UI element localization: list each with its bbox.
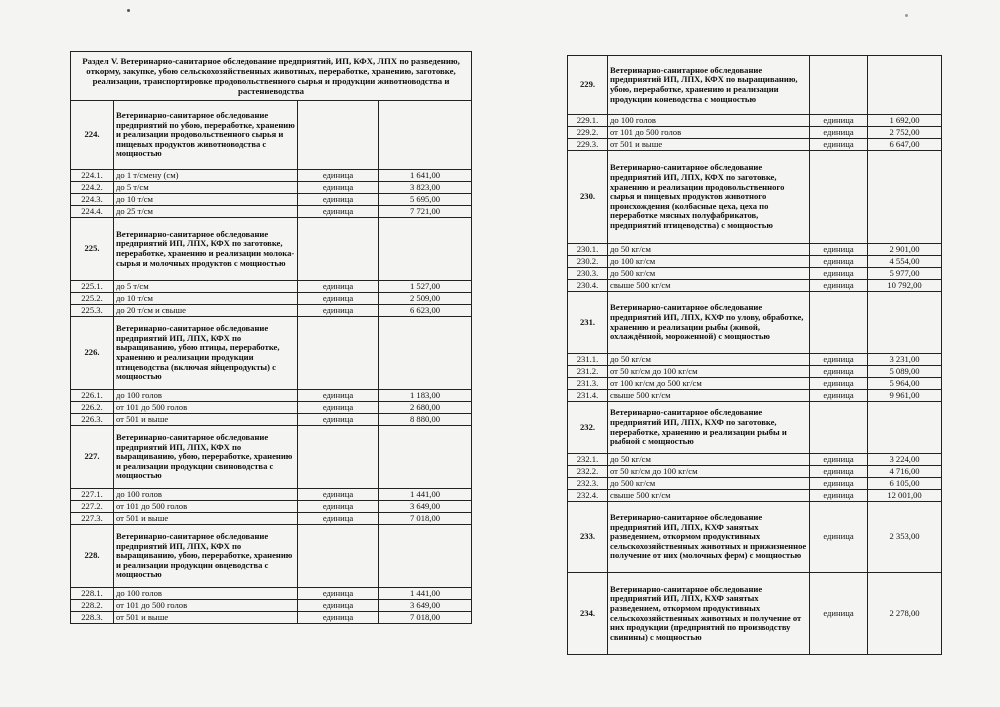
- item-description: свыше 500 кг/см: [608, 390, 810, 402]
- item-number: 234.: [568, 573, 608, 655]
- item-number: 226.2.: [71, 402, 114, 414]
- item-price: 1 692,00: [868, 115, 942, 127]
- item-number: 229.: [568, 56, 608, 115]
- item-description: Ветеринарно-санитарное обследование предприятий ИП, ЛПХ, КФХ по заготовке, переработке, хранению и реализации молока-сырья и молочных продуктов с мощностью: [114, 218, 298, 281]
- table-row: [71, 414, 472, 426]
- table-row: [71, 293, 472, 305]
- item-number: 228.2.: [71, 600, 114, 612]
- item-description: от 101 до 500 голов: [608, 127, 810, 139]
- section-row: [71, 426, 472, 489]
- item-number: 231.3.: [568, 378, 608, 390]
- section-row: [71, 525, 472, 588]
- table-row: [71, 513, 472, 525]
- item-number: 225.2.: [71, 293, 114, 305]
- section-row: [71, 101, 472, 170]
- item-unit: единица: [810, 466, 868, 478]
- table-row: [71, 206, 472, 218]
- item-unit: [810, 56, 868, 115]
- item-description: Ветеринарно-санитарное обследование предприятий по убою, переработке, хранению и реализации продовольственного сырья и пищевых продуктов животноводства с мощностью: [114, 101, 298, 170]
- item-number: 227.: [71, 426, 114, 489]
- item-unit: [298, 101, 379, 170]
- item-number: 230.3.: [568, 268, 608, 280]
- item-description: от 50 кг/см до 100 кг/см: [608, 366, 810, 378]
- item-number: 231.4.: [568, 390, 608, 402]
- right-tariff-table: [567, 55, 942, 655]
- item-description: от 101 до 500 голов: [114, 501, 298, 513]
- item-number: 231.2.: [568, 366, 608, 378]
- item-price: 1 527,00: [379, 281, 472, 293]
- item-unit: единица: [810, 378, 868, 390]
- table-row: [568, 378, 942, 390]
- item-unit: единица: [298, 182, 379, 194]
- item-price: 4 716,00: [868, 466, 942, 478]
- item-description: Ветеринарно-санитарное обследование предприятий ИП, ЛПХ, КФХ по выращиванию, убою, переработке, хранению и реализации продукции коневодства с мощностью: [608, 56, 810, 115]
- item-number: 232.2.: [568, 466, 608, 478]
- table-row: [568, 490, 942, 502]
- item-price: 3 823,00: [379, 182, 472, 194]
- item-price: [868, 151, 942, 244]
- section-row: [568, 502, 942, 573]
- item-price: 4 554,00: [868, 256, 942, 268]
- item-unit: [298, 426, 379, 489]
- item-unit: единица: [810, 366, 868, 378]
- item-unit: единица: [810, 490, 868, 502]
- item-price: [379, 317, 472, 390]
- item-description: до 10 т/см: [114, 293, 298, 305]
- item-number: 226.: [71, 317, 114, 390]
- item-unit: единица: [298, 194, 379, 206]
- item-description: до 50 кг/см: [608, 244, 810, 256]
- item-price: 3 649,00: [379, 600, 472, 612]
- item-number: 230.4.: [568, 280, 608, 292]
- item-description: от 501 и выше: [114, 612, 298, 624]
- item-price: 1 441,00: [379, 588, 472, 600]
- item-number: 224.1.: [71, 170, 114, 182]
- item-price: 3 224,00: [868, 454, 942, 466]
- item-number: 232.4.: [568, 490, 608, 502]
- item-number: 227.3.: [71, 513, 114, 525]
- item-unit: единица: [298, 414, 379, 426]
- table-row: [568, 354, 942, 366]
- table-row: [568, 390, 942, 402]
- item-description: до 50 кг/см: [608, 454, 810, 466]
- item-description: до 500 кг/см: [608, 478, 810, 490]
- item-unit: [298, 218, 379, 281]
- item-price: 12 001,00: [868, 490, 942, 502]
- item-description: Ветеринарно-санитарное обследование предприятий ИП, ЛПХ, КФХ по выращиванию, убою, переработке, хранению и реализации продукции овцеводства с мощностью: [114, 525, 298, 588]
- item-description: от 101 до 500 голов: [114, 402, 298, 414]
- item-price: [868, 292, 942, 354]
- table-row: [71, 600, 472, 612]
- item-number: 227.2.: [71, 501, 114, 513]
- item-price: 9 961,00: [868, 390, 942, 402]
- table-row: [71, 170, 472, 182]
- item-price: [379, 101, 472, 170]
- item-description: от 501 и выше: [114, 414, 298, 426]
- scan-speck: [905, 14, 908, 17]
- item-unit: единица: [810, 115, 868, 127]
- table-row: [568, 280, 942, 292]
- item-price: 2 353,00: [868, 502, 942, 573]
- item-price: 7 721,00: [379, 206, 472, 218]
- item-price: 5 089,00: [868, 366, 942, 378]
- item-unit: единица: [298, 170, 379, 182]
- table-row: [71, 305, 472, 317]
- section-row: [568, 402, 942, 454]
- item-description: до 100 голов: [114, 489, 298, 501]
- item-unit: единица: [298, 390, 379, 402]
- section-row: [568, 56, 942, 115]
- item-description: от 50 кг/см до 100 кг/см: [608, 466, 810, 478]
- item-unit: единица: [810, 256, 868, 268]
- item-number: 226.1.: [71, 390, 114, 402]
- item-number: 224.3.: [71, 194, 114, 206]
- item-description: до 1 т/смену (см): [114, 170, 298, 182]
- item-description: от 101 до 500 голов: [114, 600, 298, 612]
- item-number: 225.1.: [71, 281, 114, 293]
- item-unit: единица: [298, 612, 379, 624]
- item-unit: единица: [810, 268, 868, 280]
- left-tariff-table: [70, 51, 472, 624]
- table-row: [568, 366, 942, 378]
- item-number: 232.1.: [568, 454, 608, 466]
- item-price: 2 509,00: [379, 293, 472, 305]
- item-description: Ветеринарно-санитарное обследование предприятий ИП, ЛПХ, КФХ по выращиванию, убою, переработке, хранению и реализации продукции свиноводства с мощностью: [114, 426, 298, 489]
- item-unit: единица: [298, 281, 379, 293]
- item-unit: [810, 402, 868, 454]
- item-price: 2 680,00: [379, 402, 472, 414]
- item-price: [379, 426, 472, 489]
- item-price: 5 964,00: [868, 378, 942, 390]
- item-price: 1 183,00: [379, 390, 472, 402]
- item-unit: [810, 151, 868, 244]
- item-description: Ветеринарно-санитарное обследование предприятий ИП, ЛПХ, КХФ занятых разведением, откормом продуктивных сельскохозяйственных животных и прижизненное получение от них (молочных ферм) с мощностью: [608, 502, 810, 573]
- item-price: 6 647,00: [868, 139, 942, 151]
- table-row: [568, 139, 942, 151]
- item-price: [868, 56, 942, 115]
- item-price: 1 641,00: [379, 170, 472, 182]
- item-unit: [298, 525, 379, 588]
- item-price: 5 977,00: [868, 268, 942, 280]
- item-description: Ветеринарно-санитарное обследование предприятий ИП, ЛПХ, КФХ по заготовке, хранению и реализации продовольственного сырья и пищевых продуктов животного происхождения (колбасные цеха, цеха по переработке мясных полуфабрикатов, предприятий птицеводства) с мощностью: [608, 151, 810, 244]
- item-unit: единица: [298, 293, 379, 305]
- item-price: [868, 402, 942, 454]
- item-unit: единица: [810, 390, 868, 402]
- item-number: 228.1.: [71, 588, 114, 600]
- table-row: [71, 612, 472, 624]
- item-price: 6 105,00: [868, 478, 942, 490]
- item-description: свыше 500 кг/см: [608, 490, 810, 502]
- item-unit: единица: [810, 354, 868, 366]
- scan-speck: [127, 9, 130, 12]
- item-description: до 100 голов: [608, 115, 810, 127]
- item-price: 2 752,00: [868, 127, 942, 139]
- item-description: до 50 кг/см: [608, 354, 810, 366]
- item-description: свыше 500 кг/см: [608, 280, 810, 292]
- item-number: 229.1.: [568, 115, 608, 127]
- item-price: 10 792,00: [868, 280, 942, 292]
- item-price: 5 695,00: [379, 194, 472, 206]
- item-description: до 25 т/см: [114, 206, 298, 218]
- item-price: [379, 525, 472, 588]
- item-price: 2 278,00: [868, 573, 942, 655]
- item-description: до 500 кг/см: [608, 268, 810, 280]
- item-unit: единица: [810, 244, 868, 256]
- table-row: [71, 402, 472, 414]
- item-unit: единица: [298, 305, 379, 317]
- table-row: [71, 501, 472, 513]
- item-price: 7 018,00: [379, 612, 472, 624]
- table-row: [568, 244, 942, 256]
- item-number: 233.: [568, 502, 608, 573]
- item-price: 2 901,00: [868, 244, 942, 256]
- item-number: 225.3.: [71, 305, 114, 317]
- item-number: 230.: [568, 151, 608, 244]
- item-description: до 5 т/см: [114, 182, 298, 194]
- table-row: [71, 588, 472, 600]
- item-unit: единица: [810, 478, 868, 490]
- item-unit: единица: [298, 402, 379, 414]
- item-number: 224.: [71, 101, 114, 170]
- item-number: 227.1.: [71, 489, 114, 501]
- item-unit: единица: [298, 588, 379, 600]
- section-row: [71, 317, 472, 390]
- item-description: до 5 т/см: [114, 281, 298, 293]
- item-number: 229.3.: [568, 139, 608, 151]
- left-page: [70, 51, 471, 624]
- item-price: 7 018,00: [379, 513, 472, 525]
- item-number: 230.1.: [568, 244, 608, 256]
- item-unit: единица: [810, 454, 868, 466]
- table-row: [568, 268, 942, 280]
- item-unit: единица: [810, 280, 868, 292]
- table-row: [568, 115, 942, 127]
- item-unit: единица: [298, 501, 379, 513]
- table-row: [71, 489, 472, 501]
- table-row: [568, 478, 942, 490]
- item-description: Ветеринарно-санитарное обследование предприятий ИП, ЛПХ, КФХ по выращиванию, убою птицы, переработке, хранению и реализации продукции птицеводства (включая яйцепродукты) с мощностью: [114, 317, 298, 390]
- table-row: [568, 454, 942, 466]
- item-number: 226.3.: [71, 414, 114, 426]
- item-description: Ветеринарно-санитарное обследование предприятий ИП, ЛПХ, КХФ по улову, обработке, хранению и реализации рыбы (живой, охлаждённой, мороженной) с мощностью: [608, 292, 810, 354]
- section-row: [568, 292, 942, 354]
- item-number: 232.3.: [568, 478, 608, 490]
- item-number: 228.: [71, 525, 114, 588]
- table-row: [568, 256, 942, 268]
- item-unit: единица: [810, 502, 868, 573]
- item-description: до 20 т/см и свыше: [114, 305, 298, 317]
- item-number: 225.: [71, 218, 114, 281]
- item-number: 228.3.: [71, 612, 114, 624]
- item-number: 231.: [568, 292, 608, 354]
- item-description: до 10 т/см: [114, 194, 298, 206]
- item-number: 224.2.: [71, 182, 114, 194]
- item-unit: единица: [810, 127, 868, 139]
- item-price: 3 649,00: [379, 501, 472, 513]
- section-row: [71, 218, 472, 281]
- item-description: до 100 голов: [114, 390, 298, 402]
- item-description: Ветеринарно-санитарное обследование предприятий ИП, ЛПХ, КХФ занятых разведением, откормом продуктивных сельскохозяйственных животных и получение от них продукции (предприятий по производству свинины) с мощностью: [608, 573, 810, 655]
- item-price: 8 880,00: [379, 414, 472, 426]
- table-row: [71, 182, 472, 194]
- item-description: до 100 голов: [114, 588, 298, 600]
- item-price: 6 623,00: [379, 305, 472, 317]
- item-price: 1 441,00: [379, 489, 472, 501]
- table-row: [568, 466, 942, 478]
- item-description: от 501 и выше: [608, 139, 810, 151]
- item-description: Ветеринарно-санитарное обследование предприятий ИП, ЛПХ, КХФ по заготовке, переработке, хранению и реализации рыбы и рыбной с мощностью: [608, 402, 810, 454]
- item-unit: единица: [810, 573, 868, 655]
- item-number: 232.: [568, 402, 608, 454]
- section-row: [568, 151, 942, 244]
- section-row: [568, 573, 942, 655]
- table-row: [568, 127, 942, 139]
- item-unit: единица: [298, 513, 379, 525]
- item-price: 3 231,00: [868, 354, 942, 366]
- item-unit: единица: [298, 206, 379, 218]
- table-row: [71, 390, 472, 402]
- item-number: 231.1.: [568, 354, 608, 366]
- item-description: до 100 кг/см: [608, 256, 810, 268]
- item-number: 224.4.: [71, 206, 114, 218]
- table-row: [71, 281, 472, 293]
- item-unit: [298, 317, 379, 390]
- item-number: 230.2.: [568, 256, 608, 268]
- item-unit: [810, 292, 868, 354]
- item-unit: единица: [298, 489, 379, 501]
- table-row: [71, 194, 472, 206]
- item-unit: единица: [810, 139, 868, 151]
- item-price: [379, 218, 472, 281]
- item-description: от 501 и выше: [114, 513, 298, 525]
- item-unit: единица: [298, 600, 379, 612]
- section-title: Раздел V. Ветеринарно-санитарное обследование предприятий, ИП, КФХ, ЛПХ по разведению, откорму, закупке, убою сельскохозяйственных животных, переработке, хранению, заготовке, реализации, транспортировке продовольственного сырья и продукции животноводства и растениеводства: [71, 52, 472, 101]
- item-number: 229.2.: [568, 127, 608, 139]
- item-description: от 100 кг/см до 500 кг/см: [608, 378, 810, 390]
- right-page: [567, 55, 941, 655]
